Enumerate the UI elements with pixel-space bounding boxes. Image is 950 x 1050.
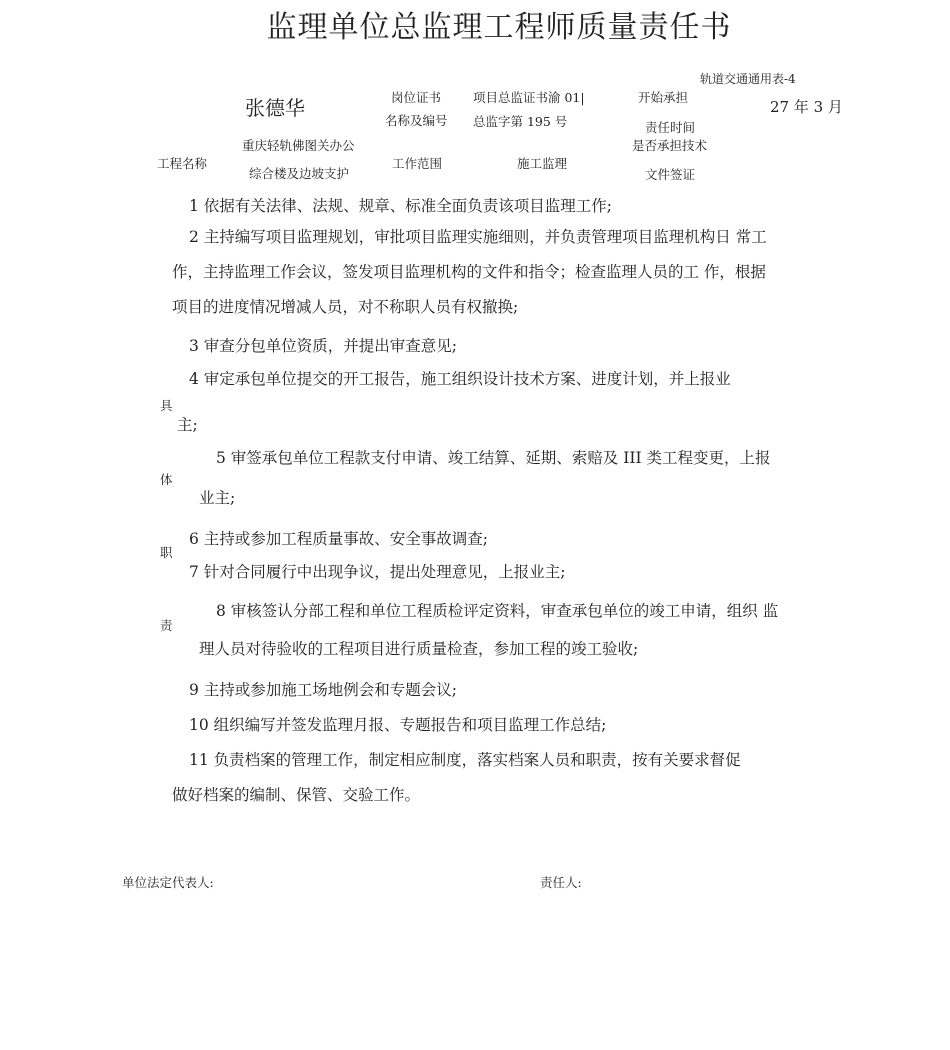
page-title: 监理单位总监理工程师质量责任书 — [266, 10, 732, 45]
side-label-zhi: 职 — [160, 545, 173, 560]
duty-line: 10 组织编写并签发监理月报、专题报告和项目监理工作总结; — [189, 716, 607, 734]
start-date: 27 年 3 月 — [770, 98, 843, 116]
person-name: 张德华 — [245, 96, 305, 120]
side-label-ti: 体 — [160, 472, 173, 487]
duty-line: 8 审核签认分部工程和单位工程质检评定资料，审查承包单位的竣工申请，组织 监 — [216, 602, 779, 620]
side-label-ze: 责 — [160, 618, 173, 633]
duty-line: 7 针对合同履行中出现争议，提出处理意见，上报业主; — [189, 563, 566, 581]
duty-line: 9 主持或参加施工场地例会和专题会议; — [189, 681, 458, 699]
duty-line: 11 负责档案的管理工作，制定相应制度，落实档案人员和职责，按有关要求督促 — [189, 751, 741, 769]
duty-line: 业主; — [199, 489, 236, 507]
cert-value-line2: 总监字第 195 号 — [473, 114, 568, 129]
side-label-ju: 具 — [160, 398, 173, 413]
form-number: 轨道交通通用表-4 — [700, 72, 796, 86]
duty-line: 1 依据有关法律、法规、规章、标准全面负责该项目监理工作; — [189, 197, 613, 215]
cert-label-line2: 名称及编号 — [385, 113, 448, 128]
duty-line: 项目的进度情况增减人员，对不称职人员有权撤换; — [172, 298, 519, 316]
scope-value: 施工监理 — [517, 156, 568, 171]
cert-value-line1: 项目总监证书渝 01| — [473, 90, 585, 105]
start-label-line2: 责任时间 — [645, 120, 696, 135]
duty-line: 做好档案的编制、保管、交验工作。 — [172, 786, 421, 804]
duty-line: 6 主持或参加工程质量事故、安全事故调查; — [189, 530, 489, 548]
duty-line: 2 主持编写项目监理规划，审批项目监理实施细则，并负责管理项目监理机构日 常工 — [189, 228, 767, 246]
project-value-line2: 综合楼及边坡支护 — [249, 166, 350, 181]
project-label: 工程名称 — [157, 156, 208, 171]
start-label-line1: 开始承担 — [638, 90, 689, 105]
duty-line: 3 审查分包单位资质，并提出审查意见; — [189, 337, 458, 355]
project-value-line1: 重庆轻轨佛图关办公 — [242, 138, 355, 153]
duty-line: 4 审定承包单位提交的开工报告，施工组织设计技术方案、进度计划，并上报业 — [189, 370, 731, 388]
legal-representative-label: 单位法定代表人: — [122, 875, 214, 890]
tech-label-line1: 是否承担技术 — [632, 138, 708, 153]
duty-line: 作，主持监理工作会议，签发项目监理机构的文件和指令；检查监理人员的工 作，根据 — [172, 263, 766, 281]
tech-label-line2: 文件签证 — [645, 167, 696, 182]
responsible-person-label: 责任人: — [540, 875, 582, 890]
duty-line: 5 审签承包单位工程款支付申请、竣工结算、延期、索赔及 III 类工程变更，上报 — [216, 449, 771, 467]
cert-label-line1: 岗位证书 — [391, 90, 442, 105]
duty-line: 主; — [177, 416, 198, 434]
duty-line: 理人员对待验收的工程项目进行质量检查，参加工程的竣工验收; — [199, 640, 639, 658]
scope-label: 工作范围 — [392, 156, 443, 171]
